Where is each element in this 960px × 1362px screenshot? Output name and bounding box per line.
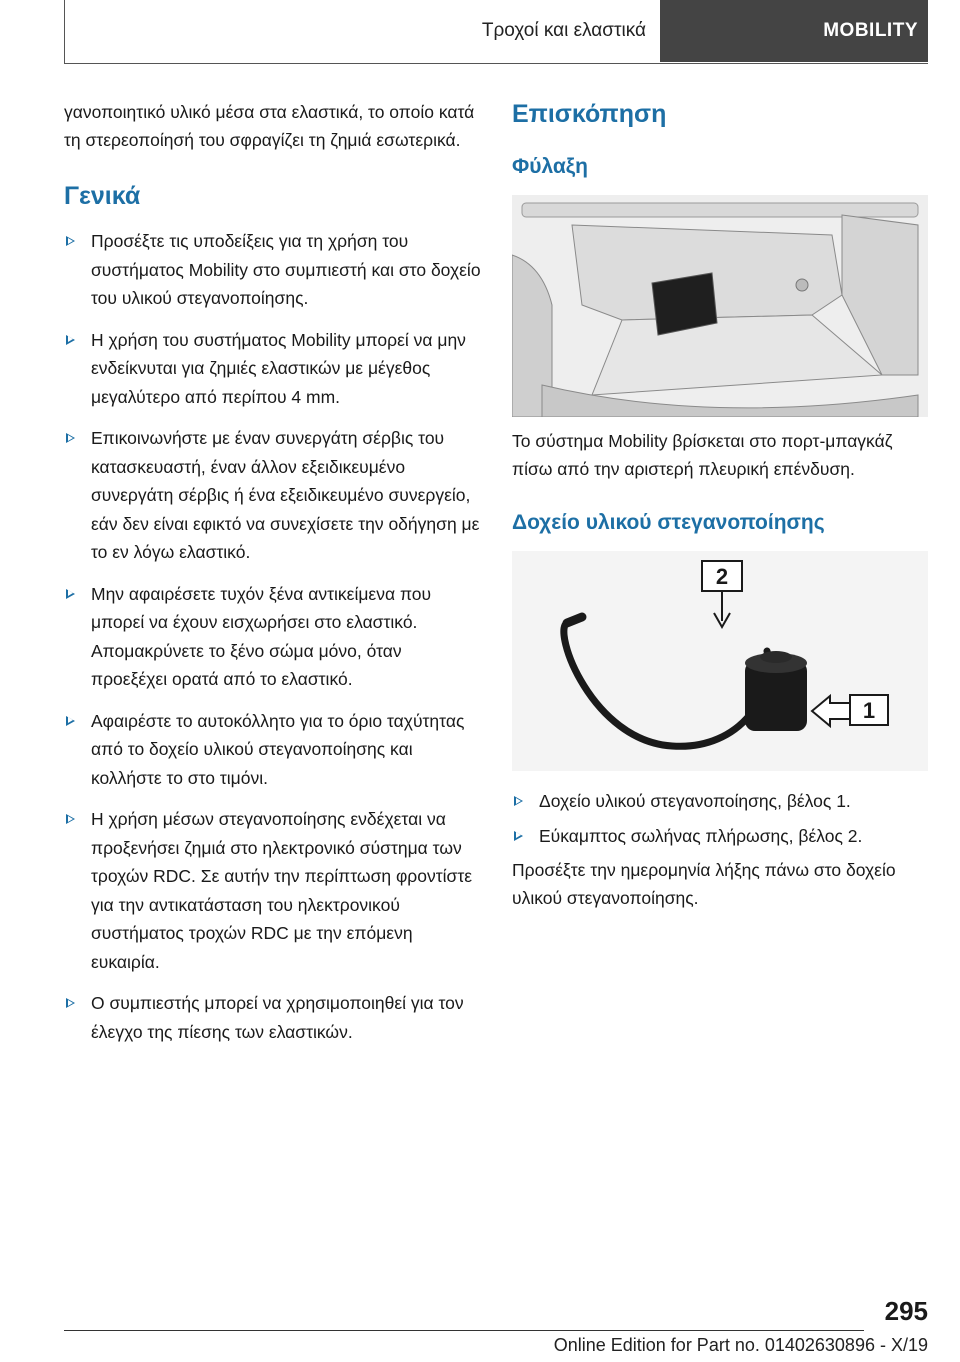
edition-footer: Online Edition for Part no. 01402630896 - X/19 <box>553 1335 928 1355</box>
section-title: Τροχοί και ελαστικά <box>481 20 646 41</box>
triangle-bullet-icon <box>66 716 75 726</box>
intro-paragraph: γανοποιητικό υλικό μέσα στα ελαστικά, το οποίο κατά τη στερεοποίησή του σφραγίζει τη ζημιά εσωτερικά. <box>64 102 475 150</box>
expiry-note: Προσέξτε την ημερομηνία λήξης πάνω στο δοχείο υλικού στεγανοποίησης. <box>512 860 896 908</box>
storage-heading: Φύλαξη <box>512 155 588 178</box>
list-item: Ο συμπιεστής μπορεί να χρησιμοποιηθεί για τον έλεγχο της πίεσης των ελαστικών. <box>64 989 482 1046</box>
list-item: Η χρήση μέσων στεγανοποίησης ενδέχεται να προξενήσει ζημιά στο ηλεκτρονικό σύστημα των τροχών RDC. Σε αυτήν την περίπτωση φροντίστε για την αντικατάσταση του ηλεκτρονικού συστήματος τροχών RDC με την επόμενη ευκαιρία. <box>64 805 482 976</box>
general-bullet-list <box>64 227 482 1046</box>
triangle-bullet-icon <box>66 433 75 443</box>
list-item: Μην αφαιρέσετε τυχόν ξένα αντικείμενα που μπορεί να έχουν εισχωρήσει στο ελαστικό. Απομακρύνετε το ξένο σώμα μόνο, όταν προεξέχει ορατά από το ελαστικό. <box>64 580 482 694</box>
list-item: Επικοινωνήστε με έναν συνεργάτη σέρβις του κατασκευαστή, έναν άλλον εξειδικευμένο συνεργάτη σέρβις ή ένα εξειδικευμένο συνεργείο, εάν δεν είναι εφικτό να συνεχίσετε την οδήγηση με το εν λόγω ελαστικό. <box>64 424 482 567</box>
callout-1-label: 1 <box>862 698 876 723</box>
triangle-bullet-icon <box>66 814 75 824</box>
right-column <box>512 98 930 912</box>
chapter-tab: MOBILITY <box>660 0 928 62</box>
triangle-bullet-icon <box>514 796 523 806</box>
storage-paragraph: Το σύστημα Mobility βρίσκεται στο πορτ-μπαγκάζ πίσω από την αριστερή πλευρική επένδυση. <box>512 431 893 479</box>
list-item: Προσέξτε τις υποδείξεις για τη χρήση του συστήματος Mobility στο συμπιεστή και στο δοχείο του υλικού στεγανοποίησης. <box>64 227 482 313</box>
container-heading: Δοχείο υλικού στεγανοποίησης <box>512 511 825 534</box>
page-number: 295 <box>884 1296 928 1326</box>
trunk-illustration <box>512 195 928 417</box>
list-item: Δοχείο υλικού στεγανοποίησης, βέλος 1. <box>512 787 930 816</box>
triangle-bullet-icon <box>66 236 75 246</box>
left-column <box>64 98 482 1059</box>
overview-heading: Επισκόπηση <box>512 100 667 128</box>
triangle-bullet-icon <box>66 998 75 1008</box>
triangle-bullet-icon <box>514 831 523 841</box>
triangle-bullet-icon <box>66 589 75 599</box>
triangle-bullet-icon <box>66 335 75 345</box>
sealant-container-illustration <box>512 551 928 771</box>
callout-2-label: 2 <box>715 564 729 589</box>
container-bullet-list <box>512 787 930 850</box>
list-item: Αφαιρέστε το αυτοκόλλητο για το όριο ταχύτητας από το δοχείο υλικού στεγανοποίησης και κολλήστε το στο τιμόνι. <box>64 707 482 793</box>
list-item: Εύκαμπτος σωλήνας πλήρωσης, βέλος 2. <box>512 822 930 851</box>
footer-divider <box>64 1330 864 1331</box>
general-heading: Γενικά <box>64 182 141 210</box>
list-item: Η χρήση του συστήματος Mobility μπορεί να μην ενδείκνυται για ζημιές ελαστικών με μέγεθος μεγαλύτερο από περίπου 4 mm. <box>64 326 482 412</box>
